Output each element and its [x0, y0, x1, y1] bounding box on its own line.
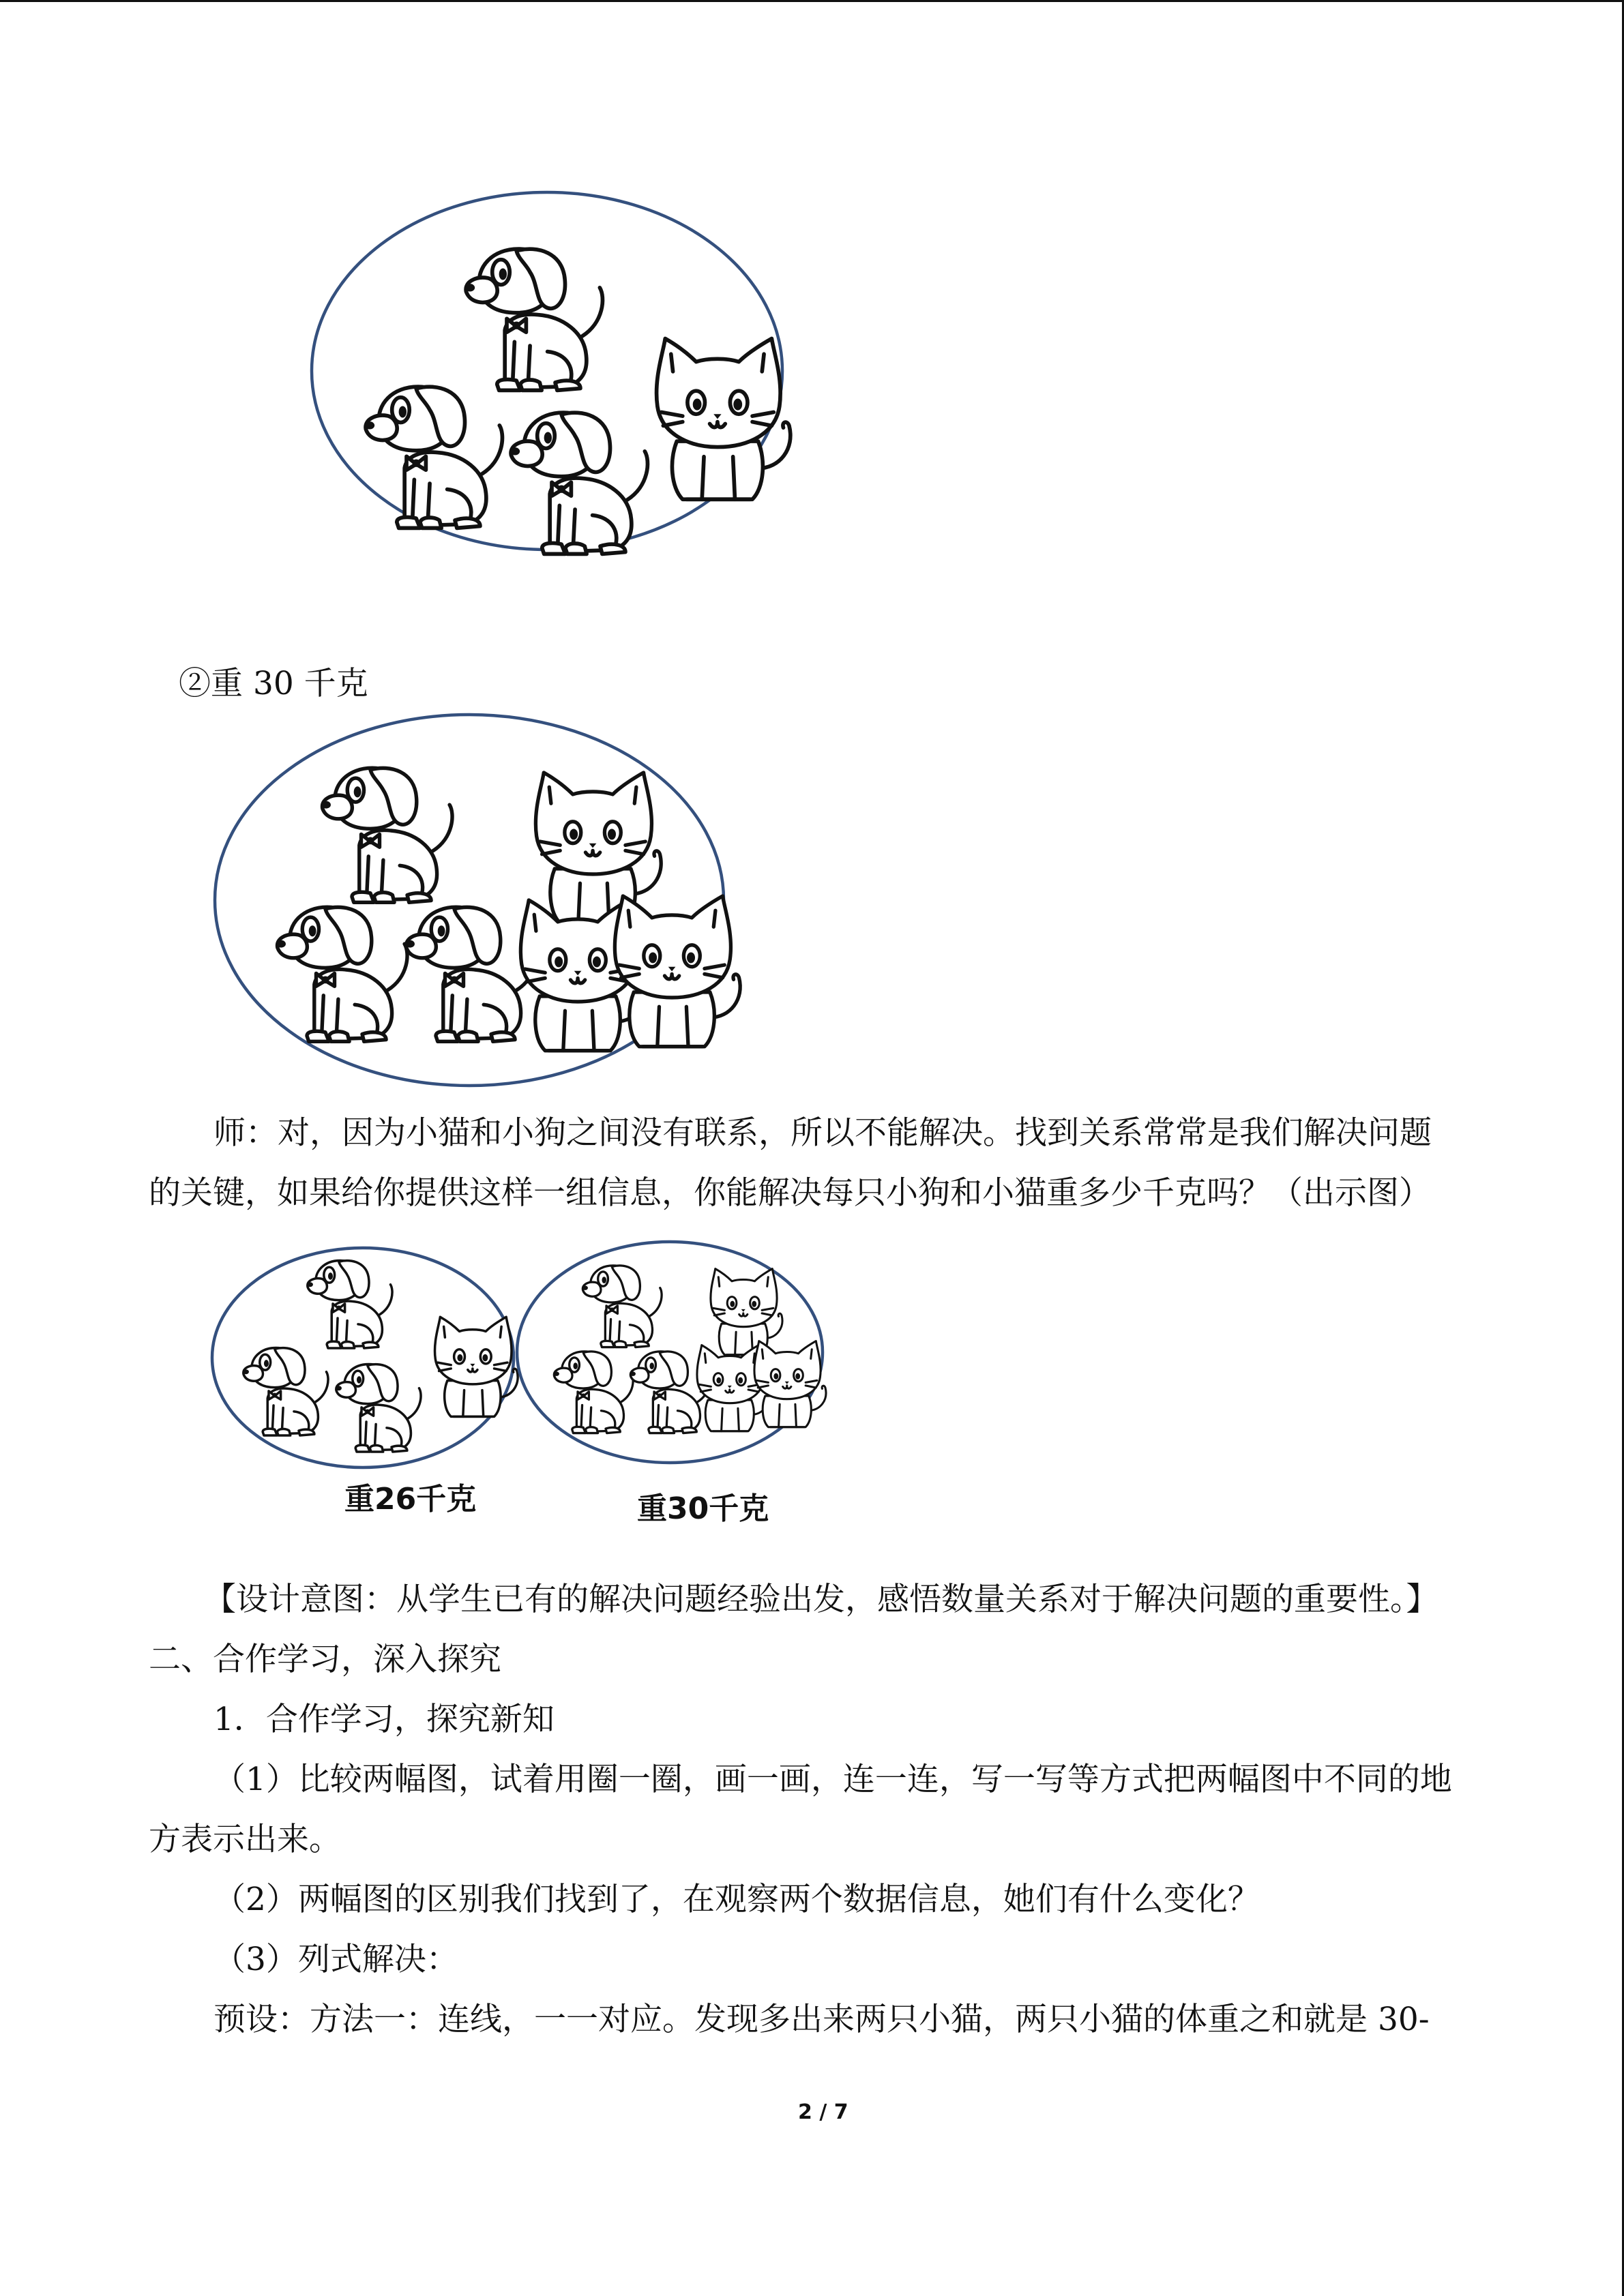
section-heading: 二、合作学习，深入探究	[149, 1641, 501, 1678]
dog-icon	[321, 768, 452, 902]
cat-icon	[615, 896, 740, 1047]
cat-icon	[754, 1341, 826, 1427]
cat-icon	[711, 1269, 782, 1355]
figure-3-right	[517, 1242, 826, 1463]
teacher-paragraph-line-2: 的关键，如果给你提供这样一组信息，你能解决每只小狗和小猫重多少千克吗？（出示图）	[149, 1174, 1431, 1212]
dog-icon	[336, 1365, 421, 1452]
caption-right: 重30千克	[637, 1491, 769, 1526]
figure-1	[312, 192, 791, 554]
sub-heading: 1．合作学习，探究新知	[213, 1701, 555, 1738]
cat-icon	[657, 339, 791, 500]
figure-2-label: ②重 30 千克	[179, 665, 368, 702]
design-intent: 【设计意图：从学生已有的解决问题经验出发，感悟数量关系对于解决问题的重要性。】	[204, 1581, 1438, 1618]
item-1-line-1: （1）比较两幅图，试着用圈一圈，画一画，连一连，写一写等方式把两幅图中不同的地	[213, 1761, 1452, 1798]
teacher-paragraph-line-1: 师：对，因为小猫和小狗之间没有联系，所以不能解决。找到关系常常是我们解决问题	[213, 1114, 1432, 1152]
preset-line: 预设：方法一：连线，一一对应。发现多出来两只小猫，两只小猫的体重之和就是 30-	[213, 2001, 1430, 2038]
cat-icon	[434, 1317, 518, 1416]
cat-icon	[535, 773, 661, 923]
dog-icon	[405, 907, 536, 1041]
dog-icon	[465, 249, 603, 390]
item-3: （3）列式解决：	[213, 1941, 458, 1978]
dog-icon	[510, 413, 648, 554]
figure-2	[215, 715, 740, 1086]
dog-icon	[276, 907, 407, 1041]
dog-icon	[554, 1352, 633, 1433]
page-number: 2 / 7	[798, 2100, 848, 2124]
dog-icon	[243, 1348, 328, 1435]
item-1-line-2: 方表示出来。	[149, 1821, 341, 1858]
figure-3-left	[212, 1248, 518, 1467]
dog-icon	[307, 1261, 392, 1348]
dog-icon	[365, 387, 503, 528]
dog-icon	[582, 1266, 662, 1347]
item-2: （2）两幅图的区别我们找到了，在观察两个数据信息，她们有什么变化？	[213, 1881, 1260, 1918]
caption-left: 重26千克	[344, 1482, 477, 1517]
